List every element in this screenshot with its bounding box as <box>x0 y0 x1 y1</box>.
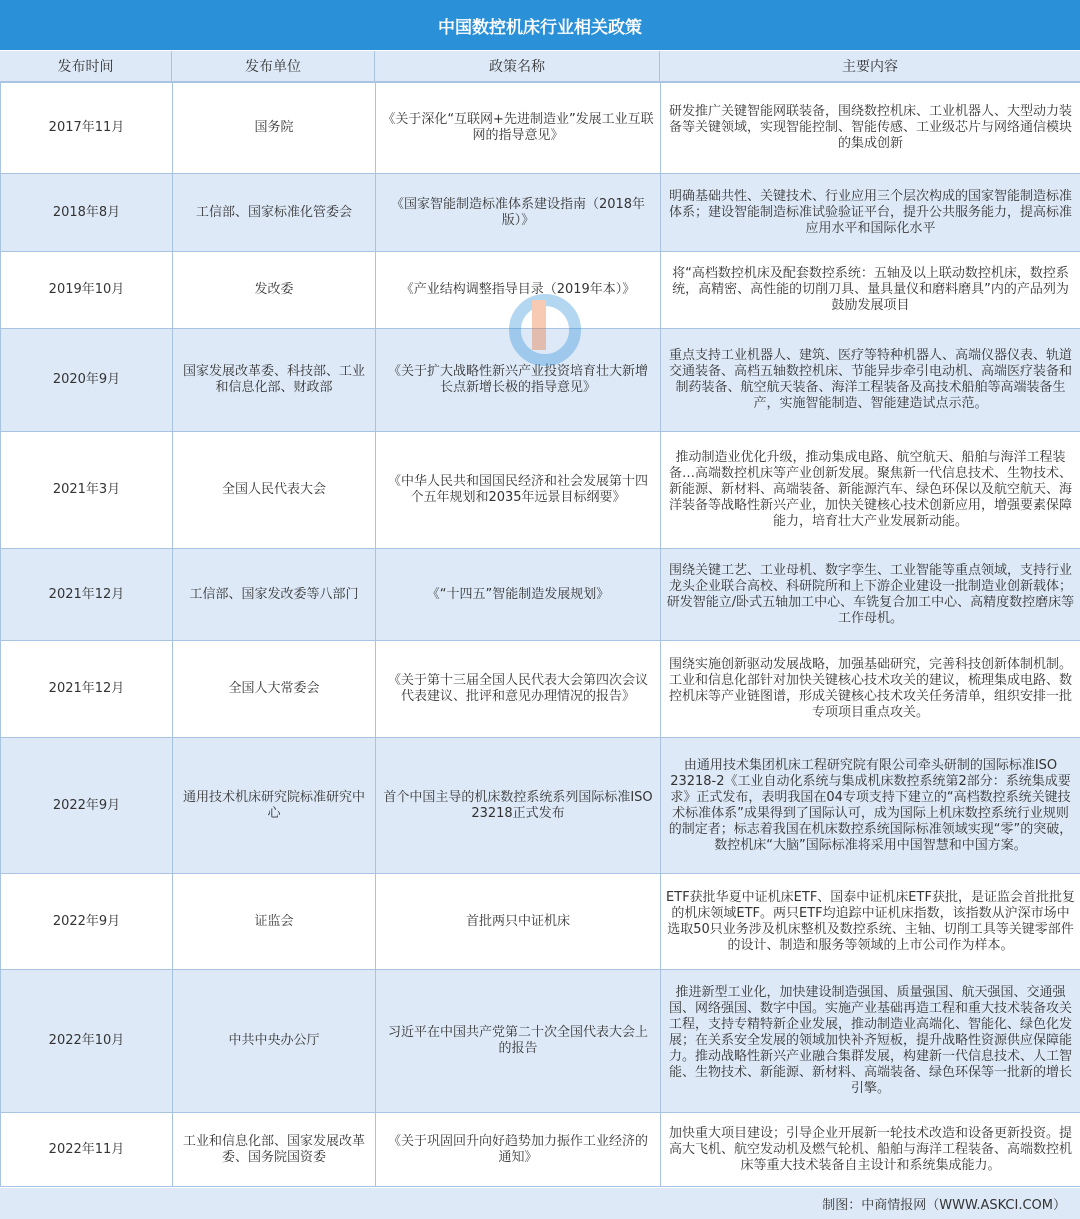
row-content: 加快重大项目建设；引导企业开展新一轮技术改造和设备更新投资。提高大飞机、航空发动机及燃气轮机、船舶与海洋工程装备、高端数控机床等重大技术装备自主设计和系统集成能力。 <box>661 1113 1080 1187</box>
row-org: 全国人大常委会 <box>173 641 376 738</box>
row-content: 围绕实施创新驱动发展战略，加强基础研究，完善科技创新体制机制。工业和信息化部针对加快关键核心技术攻关的建议，梳理集成电路、数控机床等产业链图谱，形成关键核心技术攻关任务清单，组织安排一批专项项目重点攻关。 <box>661 641 1080 738</box>
header-policy-name: 政策名称 <box>375 51 660 81</box>
row-org: 全国人民代表大会 <box>173 432 376 549</box>
row-policy-name: 《关于巩固回升向好趋势加力振作工业经济的通知》 <box>376 1113 661 1187</box>
row-content: 研发推广关键智能网联装备，围绕数控机床、工业机器人、大型动力装备等关键领域，实现智能控制、智能传感、工业级芯片与网络通信模块的集成创新 <box>661 83 1080 174</box>
footer-credit: 制图：中商情报网（WWW.ASKCI.COM） <box>0 1188 1080 1219</box>
row-policy-name: 《关于扩大战略性新兴产业投资培育壮大新增长点新增长极的指导意见》 <box>376 329 661 432</box>
row-org: 发改委 <box>173 252 376 329</box>
row-content: 重点支持工业机器人、建筑、医疗等特种机器人、高端仪器仪表、轨道交通装备、高档五轴数控机床、节能异步牵引电动机、高端医疗装备和制药装备、航空航天装备、海洋工程装备及高技术船舶等高端装备生产，实施智能制造、智能建造试点示范。 <box>661 329 1080 432</box>
row-date: 2022年9月 <box>1 738 173 874</box>
row-date: 2018年8月 <box>1 174 173 252</box>
row-org: 国务院 <box>173 83 376 174</box>
table-row <box>1 83 1080 174</box>
row-policy-name: 《关于深化“互联网+先进制造业”发展工业互联网的指导意见》 <box>376 83 661 174</box>
row-policy-name: 《产业结构调整指导目录（2019年本）》 <box>376 252 661 329</box>
row-content: 将“高档数控机床及配套数控系统：五轴及以上联动数控机床，数控系统，高精密、高性能的切削刀具、量具量仪和磨料磨具”内的产品列为鼓励发展项目 <box>661 252 1080 329</box>
row-org: 工业和信息化部、国家发展改革委、国务院国资委 <box>173 1113 376 1187</box>
table-row <box>1 1113 1080 1187</box>
page-title: 中国数控机床行业相关政策 <box>0 0 1080 50</box>
row-policy-name: 《中华人民共和国国民经济和社会发展第十四个五年规划和2035年远景目标纲要》 <box>376 432 661 549</box>
row-policy-name: 首个中国主导的机床数控系统系列国际标准ISO 23218正式发布 <box>376 738 661 874</box>
row-content: 明确基础共性、关键技术、行业应用三个层次构成的国家智能制造标准体系；建设智能制造标准试验验证平台，提升公共服务能力，提高标准应用水平和国际化水平 <box>661 174 1080 252</box>
table-header <box>0 51 1080 82</box>
row-content: 推动制造业优化升级，推动集成电路、航空航天、船舶与海洋工程装备…高端数控机床等产业创新发展。聚焦新一代信息技术、生物技术、新能源、新材料、高端装备、新能源汽车、绿色环保以及航空航天、海洋装备等战略性新兴产业，加快关键核心技术创新应用，增强要素保障能力，培育壮大产业发展新动能。 <box>661 432 1080 549</box>
table-row <box>1 432 1080 549</box>
row-policy-name: 习近平在中国共产党第二十次全国代表大会上的报告 <box>376 970 661 1113</box>
table-row <box>1 174 1080 252</box>
row-content: ETF获批华夏中证机床ETF、国泰中证机床ETF获批，是证监会首批批复的机床领域ETF。两只ETF均追踪中证机床指数，该指数从沪深市场中选取50只业务涉及机床整机及数控系统、主轴、切削工具等关键零部件的设计、制造和服务等领域的上市公司作为样本。 <box>661 874 1080 970</box>
row-org: 中共中央办公厅 <box>173 970 376 1113</box>
header-org: 发布单位 <box>172 51 375 81</box>
row-date: 2020年9月 <box>1 329 173 432</box>
row-org: 通用技术机床研究院标准研究中心 <box>173 738 376 874</box>
row-org: 证监会 <box>173 874 376 970</box>
row-org: 工信部、国家标准化管委会 <box>173 174 376 252</box>
row-date: 2019年10月 <box>1 252 173 329</box>
row-content: 推进新型工业化，加快建设制造强国、质量强国、航天强国、交通强国、网络强国、数字中国。实施产业基础再造工程和重大技术装备攻关工程，支持专精特新企业发展，推动制造业高端化、智能化、绿色化发展；在关系安全发展的领域加快补齐短板，提升战略性资源供应保障能力。推动战略性新兴产业融合集群发展，构建新一代信息技术、人工智能、生物技术、新能源、新材料、高端装备、绿色环保等一批新的增长引擎。 <box>661 970 1080 1113</box>
row-org: 国家发展改革委、科技部、工业和信息化部、财政部 <box>173 329 376 432</box>
header-date: 发布时间 <box>0 51 172 81</box>
row-date: 2022年11月 <box>1 1113 173 1187</box>
row-policy-name: 《关于第十三届全国人民代表大会第四次会议代表建议、批评和意见办理情况的报告》 <box>376 641 661 738</box>
row-policy-name: 《国家智能制造标准体系建设指南（2018年版）》 <box>376 174 661 252</box>
row-policy-name: 《“十四五”智能制造发展规划》 <box>376 549 661 641</box>
row-date: 2022年10月 <box>1 970 173 1113</box>
table-row <box>1 970 1080 1113</box>
row-date: 2017年11月 <box>1 83 173 174</box>
header-content: 主要内容 <box>842 59 898 75</box>
table-row <box>1 874 1080 970</box>
table-row <box>1 738 1080 874</box>
row-content: 围绕关键工艺、工业母机、数字孪生、工业智能等重点领域，支持行业龙头企业联合高校、科研院所和上下游企业建设一批制造业创新载体；研发智能立/卧式五轴加工中心、车铣复合加工中心、高精度数控磨床等工作母机。 <box>661 549 1080 641</box>
table-row <box>1 549 1080 641</box>
row-date: 2021年3月 <box>1 432 173 549</box>
row-date: 2021年12月 <box>1 641 173 738</box>
row-date: 2021年12月 <box>1 549 173 641</box>
row-org: 工信部、国家发改委等八部门 <box>173 549 376 641</box>
row-content: 由通用技术集团机床工程研究院有限公司牵头研制的国际标准ISO 23218-2《工业自动化系统与集成机床数控系统第2部分：系统集成要求》正式发布，表明我国在04专项支持下建立的“高档数控系统关键技术标准体系”成果得到了国际认可，成为国际上机床数控系统行业规则的制定者；标志着我国在机床数控系统国际标准领域实现“零”的突破，数控机床“大脑”国际标准将采用中国智慧和中国方案。 <box>661 738 1080 874</box>
table-row <box>1 252 1080 329</box>
row-policy-name: 首批两只中证机床 <box>376 874 661 970</box>
table-row <box>1 641 1080 738</box>
policy-table <box>0 82 1080 1187</box>
table-row <box>1 329 1080 432</box>
row-date: 2022年9月 <box>1 874 173 970</box>
